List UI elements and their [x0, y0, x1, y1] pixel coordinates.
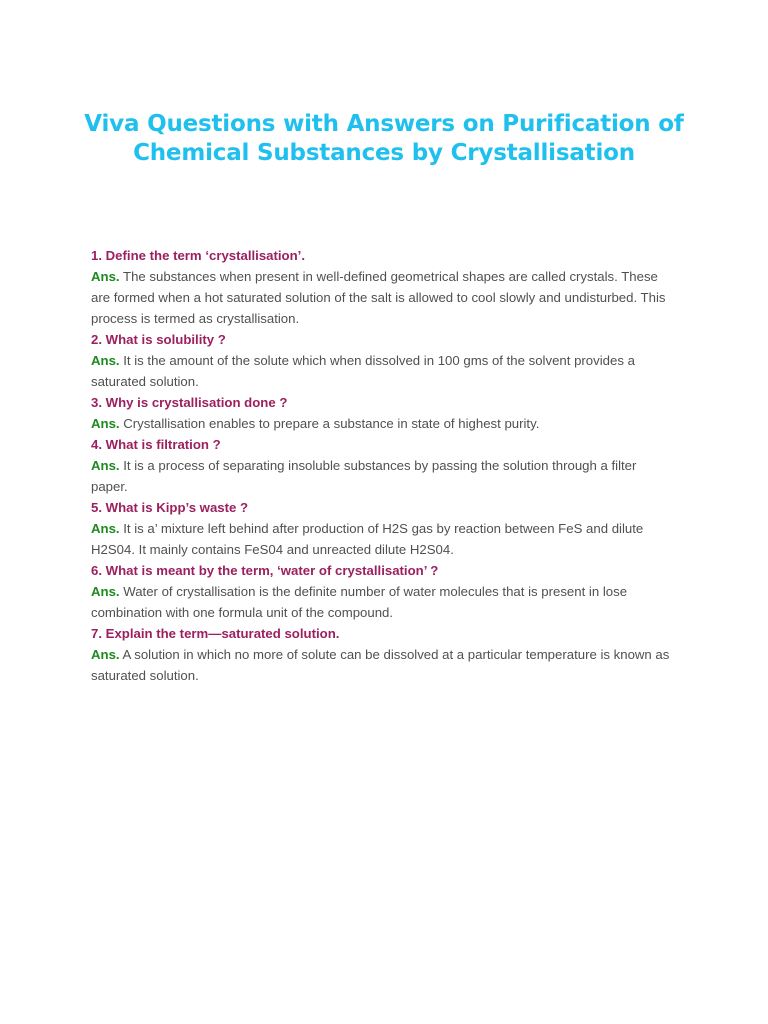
- answer-text: Crystallisation enables to prepare a substance in state of highest purity.: [123, 416, 540, 431]
- answer-label: Ans.: [91, 647, 120, 662]
- qa-list: [91, 245, 671, 686]
- answer-label: Ans.: [91, 521, 120, 536]
- qa-item-7: [91, 623, 671, 686]
- question-7: 7. Explain the term—saturated solution.: [91, 626, 340, 641]
- answer-text: It is a process of separating insoluble substances by passing the solution through a filter paper.: [91, 458, 637, 494]
- answer-text: Water of crystallisation is the definite number of water molecules that is present in lose combination with one formula unit of the compound.: [91, 584, 628, 620]
- answer-text: The substances when present in well-defined geometrical shapes are called crystals. These are formed when a hot saturated solution of the salt is allowed to cool slowly and undisturbed. This process is termed as crystallisation.: [91, 269, 666, 326]
- question-6: 6. What is meant by the term, ‘water of crystallisation’ ?: [91, 563, 439, 578]
- answer-text: A solution in which no more of solute can be dissolved at a particular temperature is known as saturated solution.: [91, 647, 670, 683]
- question-5: 5. What is Kipp’s waste ?: [91, 500, 249, 515]
- answer-5: [91, 518, 671, 560]
- qa-item-4: [91, 434, 671, 497]
- qa-item-1: [91, 245, 671, 329]
- page-title: Viva Questions with Answers on Purification of Chemical Substances by Crystallisation: [84, 111, 684, 166]
- answer-label: Ans.: [91, 458, 120, 473]
- answer-6: [91, 581, 671, 623]
- answer-text: It is the amount of the solute which when dissolved in 100 gms of the solvent provides a saturated solution.: [91, 353, 635, 389]
- question-3: 3. Why is crystallisation done ?: [91, 395, 288, 410]
- answer-text: It is a’ mixture left behind after production of H2S gas by reaction between FeS and dilute H2S04. It mainly contains FeS04 and unreacted dilute H2S04.: [91, 521, 644, 557]
- question-1: 1. Define the term ‘crystallisation’.: [91, 248, 306, 263]
- answer-label: Ans.: [91, 269, 120, 284]
- qa-item-2: [91, 329, 671, 392]
- answer-7: [91, 644, 671, 686]
- answer-2: [91, 350, 671, 392]
- question-4: 4. What is filtration ?: [91, 437, 221, 452]
- question-2: 2. What is solubility ?: [91, 332, 226, 347]
- answer-4: [91, 455, 671, 497]
- answer-3: [91, 413, 671, 434]
- answer-label: Ans.: [91, 584, 120, 599]
- qa-item-5: [91, 497, 671, 560]
- qa-item-6: [91, 560, 671, 623]
- answer-label: Ans.: [91, 353, 120, 368]
- answer-1: [91, 266, 671, 329]
- qa-item-3: [91, 392, 671, 434]
- answer-label: Ans.: [91, 416, 120, 431]
